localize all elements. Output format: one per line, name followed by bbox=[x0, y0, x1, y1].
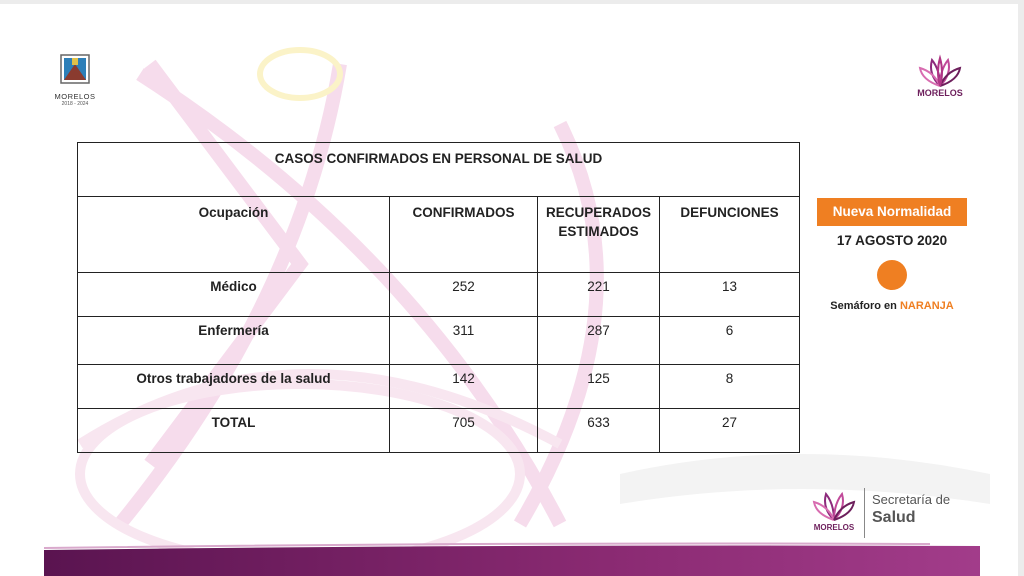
cell-recuperados: 125 bbox=[538, 365, 660, 409]
cell-confirmados: 311 bbox=[390, 317, 538, 365]
cell-defunciones: 6 bbox=[660, 317, 800, 365]
cell-ocupacion: Médico bbox=[78, 273, 390, 317]
cell-ocupacion: Enfermería bbox=[78, 317, 390, 365]
orange-dot-icon bbox=[877, 260, 907, 290]
bottom-bar bbox=[0, 542, 1018, 576]
state-seal-icon bbox=[58, 52, 92, 86]
header-ocupacion: Ocupación bbox=[78, 197, 390, 273]
table-row bbox=[78, 273, 800, 317]
right-logo bbox=[904, 54, 976, 98]
cell-recuperados: 633 bbox=[538, 409, 660, 453]
header-confirmados: CONFIRMADOS bbox=[390, 197, 538, 273]
status-date: 17 AGOSTO 2020 bbox=[836, 233, 948, 248]
slide bbox=[0, 4, 1018, 576]
header-recuperados: RECUPERADOS ESTIMADOS bbox=[538, 197, 660, 273]
cell-defunciones: 27 bbox=[660, 409, 800, 453]
left-logo-text: MORELOS bbox=[54, 92, 96, 101]
cell-confirmados: 142 bbox=[390, 365, 538, 409]
table-title: CASOS CONFIRMADOS EN PERSONAL DE SALUD bbox=[78, 143, 800, 197]
footer-salud: Salud bbox=[872, 509, 916, 526]
footer-logo-text: MORELOS bbox=[813, 523, 855, 532]
cell-defunciones: 13 bbox=[660, 273, 800, 317]
left-logo-years: 2018 - 2024 bbox=[61, 101, 89, 107]
semaforo-prefix: Semáforo en bbox=[830, 300, 900, 312]
table-row bbox=[78, 317, 800, 365]
footer-secretaria: Secretaría de bbox=[872, 492, 951, 507]
lotus-logo-icon bbox=[812, 488, 856, 524]
semaforo-color: NARANJA bbox=[899, 300, 954, 312]
header-defunciones: DEFUNCIONES bbox=[660, 197, 800, 273]
table-row-total bbox=[78, 409, 800, 453]
lotus-logo-icon bbox=[918, 54, 962, 90]
semaforo-text bbox=[817, 300, 967, 312]
footer-logo bbox=[812, 488, 972, 538]
cell-defunciones: 8 bbox=[660, 365, 800, 409]
right-logo-text: MORELOS bbox=[917, 88, 963, 98]
cell-recuperados: 221 bbox=[538, 273, 660, 317]
nueva-normalidad-badge: Nueva Normalidad bbox=[817, 198, 967, 226]
cell-recuperados: 287 bbox=[538, 317, 660, 365]
status-panel bbox=[817, 198, 967, 312]
cell-ocupacion: Otros trabajadores de la salud bbox=[78, 365, 390, 409]
table-row bbox=[78, 365, 800, 409]
cell-confirmados: 705 bbox=[390, 409, 538, 453]
left-logo bbox=[46, 52, 104, 107]
cell-confirmados: 252 bbox=[390, 273, 538, 317]
footer-divider bbox=[864, 488, 865, 538]
cell-ocupacion: TOTAL bbox=[78, 409, 390, 453]
cases-table bbox=[77, 142, 800, 453]
